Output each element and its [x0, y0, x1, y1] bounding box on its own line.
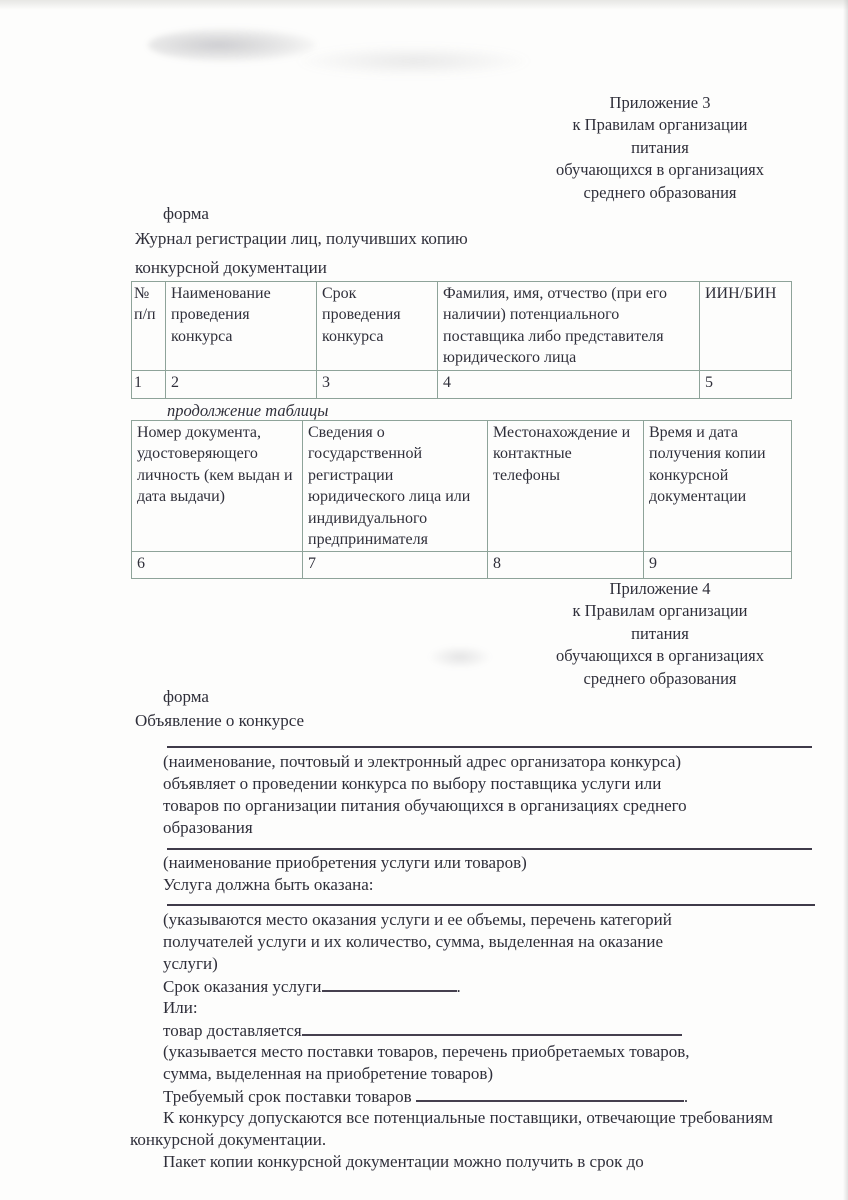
field-caption: (наименование приобретения услуги или товаров) [163, 853, 527, 872]
table2-header-cell: Сведения о государственной регистрации юридического лица или индивидуального предпринимателя [303, 421, 488, 552]
journal-title-line2: конкурсной документации [135, 258, 327, 277]
table1-header-cell: № п/п [132, 282, 166, 371]
table1-column-number-cell: 5 [700, 370, 792, 398]
table1-column-number-cell: 2 [166, 370, 317, 398]
body-text-line: Или: [163, 998, 198, 1017]
table1-header-cell: Фамилия, имя, отчество (при его наличии) потенциального поставщика либо представителя юридического лица [438, 282, 700, 371]
body-text-line: К конкурсу допускаются все потенциальные поставщики, отвечающие требованиям [163, 1108, 773, 1127]
field-caption: получателей услуги и их количество, сумма, выделенная на оказание [163, 932, 664, 951]
appendix4-line: обучающихся в организациях [555, 646, 765, 666]
field-caption: (указываются место оказания услуги и ее объемы, перечень категорий [163, 910, 672, 929]
registration-journal-table [131, 281, 792, 399]
body-text-line: образования [163, 818, 253, 837]
period-mark: . [456, 977, 461, 996]
body-text-line: товаров по организации питания обучающихся в организациях среднего [163, 796, 687, 815]
field-caption: (указывается место поставки товаров, перечень приобретаемых товаров, [163, 1042, 690, 1061]
appendix3-reference-block [505, 92, 815, 204]
scan-smudge-artifact [148, 28, 316, 62]
body-text-line: объявляет о проведении конкурса по выбору поставщика услуги или [163, 774, 662, 793]
table2-column-number-cell: 6 [132, 552, 303, 579]
appendix4-reference-block [505, 578, 815, 690]
appendix3-line: к Правилам организации [572, 115, 748, 135]
table1-column-number-cell: 1 [132, 370, 166, 398]
appendix4-line: к Правилам организации [572, 601, 748, 621]
appendix3-line: Приложение 3 [609, 93, 711, 112]
table1-column-number-cell: 3 [317, 370, 438, 398]
registration-journal-table-continuation [131, 420, 792, 579]
blank-underline [322, 975, 457, 992]
fill-in-blank-rule [167, 889, 815, 906]
goods-term-line [163, 1085, 688, 1108]
table1-column-number-cell: 4 [438, 370, 700, 398]
table1-header-cell: ИИН/БИН [700, 282, 792, 371]
service-term-line [163, 975, 461, 998]
appendix4-line: Приложение 4 [609, 579, 711, 598]
journal-title-line1: Журнал регистрации лиц, получивших копию [135, 229, 468, 248]
appendix3-line: питания [631, 137, 689, 157]
scan-edge-shade-top [0, 0, 848, 10]
table1-header-cell: Наименование проведения конкурса [166, 282, 317, 371]
goods-term-label: Требуемый срок поставки товаров [163, 1087, 416, 1106]
scan-edge-shade-right [843, 0, 848, 1200]
service-term-label: Срок оказания услуги [163, 977, 322, 996]
period-mark: . [683, 1087, 689, 1106]
blank-underline [302, 1019, 682, 1036]
scan-smudge-artifact [428, 645, 492, 669]
form-label: форма [163, 204, 209, 223]
table2-column-number-cell: 9 [644, 552, 792, 579]
blank-underline [416, 1085, 684, 1102]
fill-in-blank-rule [167, 833, 812, 850]
table1-header-cell: Срок проведения конкурса [317, 282, 438, 371]
goods-delivery-label: товар доставляется [163, 1021, 302, 1040]
appendix3-line: среднего образования [583, 182, 737, 202]
goods-delivery-line [163, 1019, 682, 1042]
body-text-line: Пакет копии конкурсной документации можно получить в срок до [163, 1152, 644, 1171]
fill-in-blank-rule [167, 731, 812, 748]
field-caption: (наименование, почтовый и электронный адрес организатора конкурса) [163, 752, 682, 771]
table2-column-number-cell: 7 [303, 552, 488, 579]
announcement-title: Объявление о конкурсе [135, 711, 304, 730]
scan-smudge-artifact [296, 46, 531, 76]
field-caption: услуги) [163, 954, 218, 973]
table2-column-number-cell: 8 [488, 552, 644, 579]
body-text-line: конкурсной документации. [130, 1130, 327, 1149]
table-continuation-label: продолжение таблицы [167, 401, 329, 420]
form-label: форма [163, 687, 209, 706]
table2-header-cell: Время и дата получения копии конкурсной документации [644, 421, 792, 552]
appendix4-line: среднего образования [583, 668, 737, 688]
table2-header-cell: Местонахождение и контактные телефоны [488, 421, 644, 552]
table2-header-cell: Номер документа, удостоверяющего личность (кем выдан и дата выдачи) [132, 421, 303, 552]
appendix3-line: обучающихся в организациях [555, 160, 765, 180]
appendix4-line: питания [631, 623, 689, 643]
body-text-line: Услуга должна быть оказана: [163, 875, 374, 894]
field-caption: сумма, выделенная на приобретение товаров) [163, 1064, 494, 1083]
